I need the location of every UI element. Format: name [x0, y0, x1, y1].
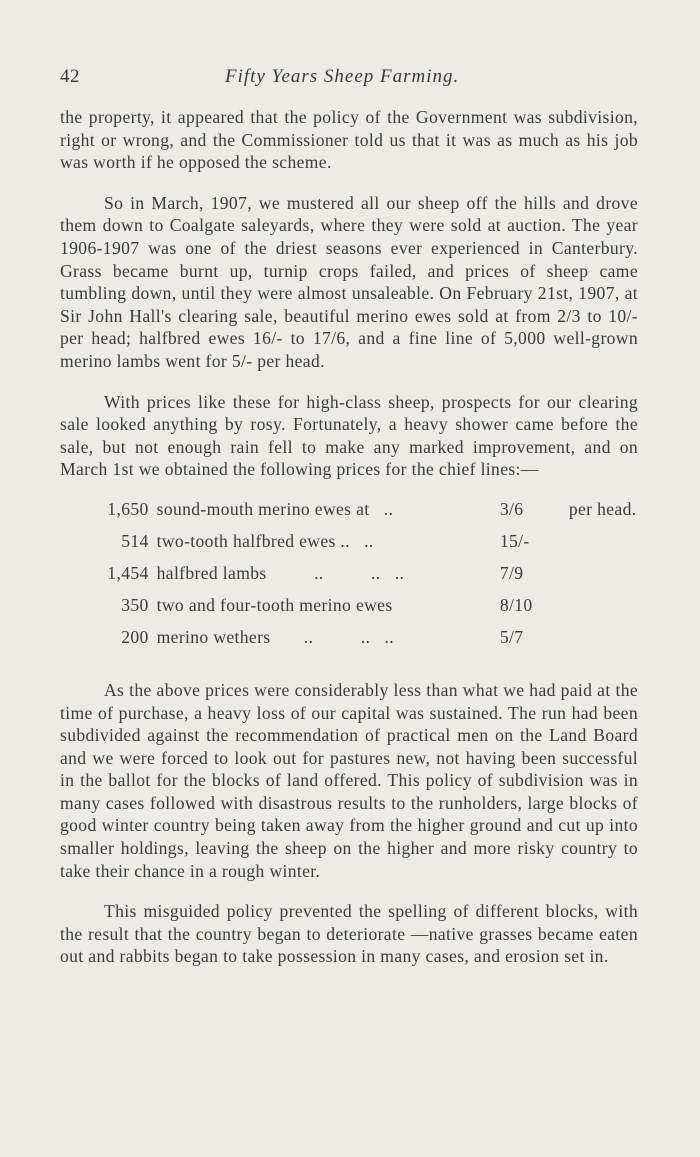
price-desc — [157, 627, 500, 659]
price-qty: 350 — [121, 594, 149, 615]
price-unit: per head. — [568, 498, 637, 519]
price-qty: 200 — [121, 626, 149, 647]
paragraph-continued: the property, it appeared that the policy of the Government was subdivision, right or wrong, and the Commissioner told us that it was as much as his job was worth if he opposed the scheme. — [60, 107, 638, 173]
price-desc-text: two and four-tooth merino ewes — [156, 594, 393, 615]
price-table — [60, 499, 638, 659]
page-number: 42 — [60, 66, 80, 87]
price-desc-text: merino wethers .. .. — [156, 626, 371, 647]
price-desc — [157, 595, 500, 627]
price-qty: 1,650 — [107, 498, 149, 519]
price-desc — [157, 563, 500, 595]
price-desc-text: halfbred lambs .. .. — [156, 562, 381, 583]
price-qty: 514 — [121, 530, 149, 551]
price-dots: .. — [364, 530, 374, 551]
price-dots: .. — [383, 498, 394, 519]
page-header — [60, 66, 638, 94]
running-title: Fifty Years Sheep Farming. — [225, 66, 460, 87]
price-row — [60, 595, 638, 627]
price-unit — [569, 595, 638, 627]
price-value: 3/6 — [499, 498, 524, 519]
price-value: 15/- — [499, 530, 530, 551]
paragraph-misguided-policy: This misguided policy prevented the spelling of different blocks, with the result that the country began to deteriorate —native grasses became eaten out and rabbits began to take possession in many cases, and erosion set in. — [60, 901, 638, 967]
paragraph-capital-loss: As the above prices were considerably less than what we had paid at the time of purchase, a heavy loss of our capital was sustained. The run had been subdivided against the recommendation of practical men on the Land Board and we were forced to look out for pastures new, not having been successful in the ballot for the blocks of land offered. This policy of subdivision was in many cases followed with disastrous results to the runholders, large blocks of good winter country being taken away from the higher ground and cut up into smaller holdings, leaving the sheep on the higher and more risky country to take their chance in a rough winter. — [60, 679, 638, 881]
price-desc — [157, 531, 500, 563]
price-row — [60, 563, 638, 595]
price-value: 7/9 — [499, 562, 524, 583]
price-desc-text: two-tooth halfbred ewes .. — [156, 530, 350, 551]
price-desc-text: sound-mouth merino ewes at — [156, 498, 370, 519]
price-row — [60, 531, 638, 563]
price-value: 8/10 — [499, 594, 533, 615]
price-unit — [569, 531, 638, 563]
price-unit — [569, 563, 638, 595]
paragraph-march-1907: So in March, 1907, we mustered all our sheep off the hills and drove them down to Coalgate saleyards, where they were sold at auction. The year 1906-1907 was one of the driest seasons ever experienced in Canterbury. Grass became burnt up, turnip crops failed, and prices of sheep came tumbling down, until they were almost unsaleable. On February 21st, 1907, at Sir John Hall's clearing sale, beautiful merino ewes sold at from 2/3 to 10/- per head; halfbred ewes 16/- to 17/6, and a fine line of 5,000 well-grown merino lambs went for 5/- per head. — [60, 192, 638, 371]
price-row — [60, 627, 638, 659]
paragraph-clearing-sale: With prices like these for high-class sheep, prospects for our clearing sale looked anything by rosy. Fortunately, a heavy shower came before the sale, but not enough rain fell to make any marked improvement, and on March 1st we obtained the following prices for the chief lines:— — [60, 391, 638, 480]
price-row — [60, 499, 638, 531]
price-dots: .. — [394, 562, 405, 583]
price-unit — [569, 627, 638, 659]
price-dots: .. — [384, 626, 394, 647]
price-value: 5/7 — [499, 626, 524, 647]
price-desc — [157, 499, 500, 531]
body-text — [60, 106, 638, 986]
price-qty: 1,454 — [107, 562, 149, 583]
